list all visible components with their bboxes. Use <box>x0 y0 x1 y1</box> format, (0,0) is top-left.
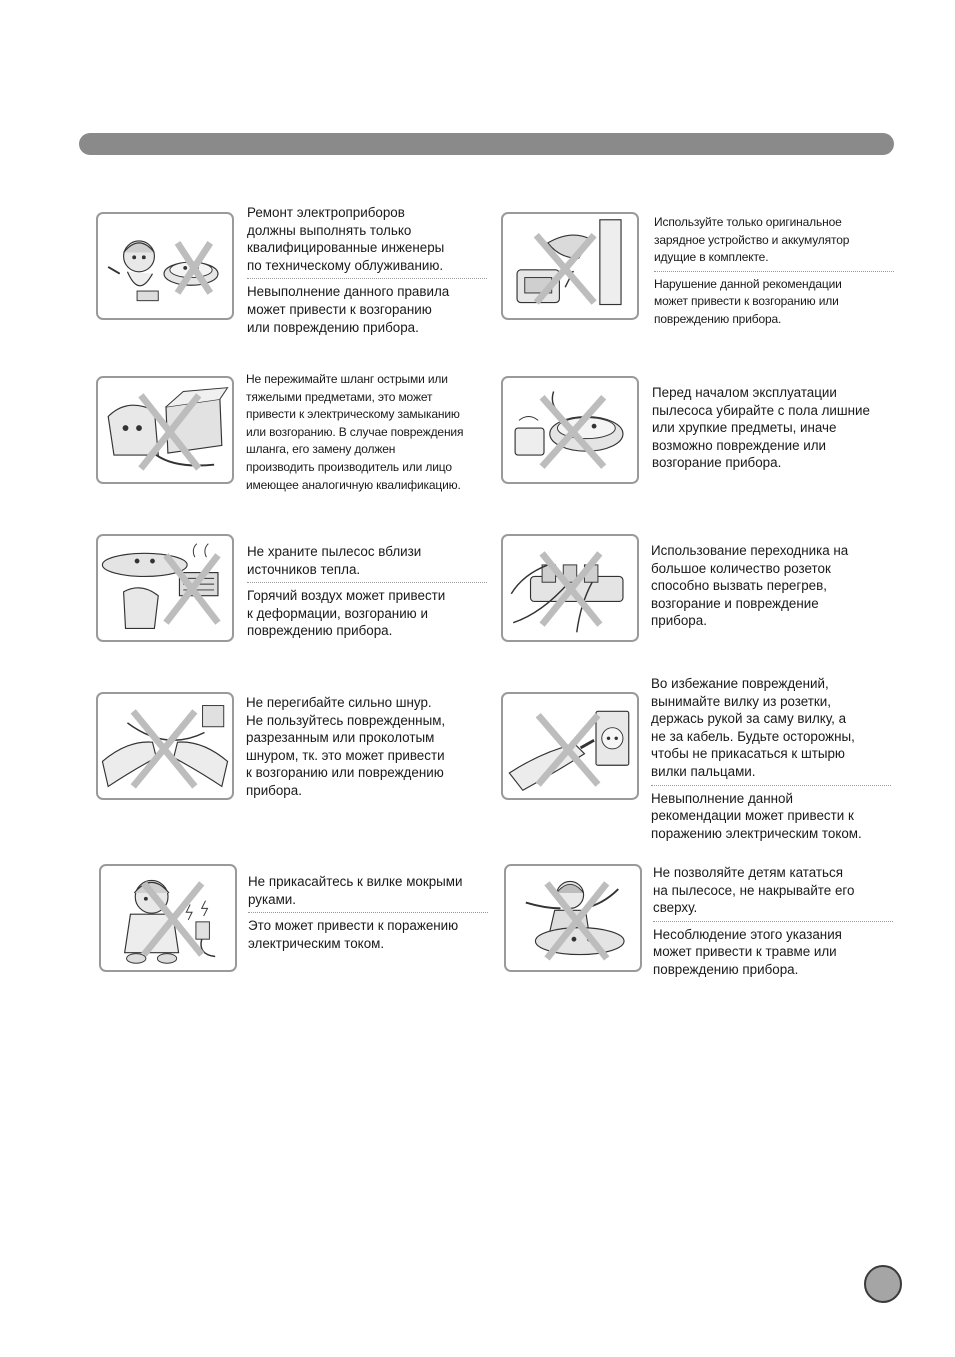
bent-cord-icon <box>98 694 232 798</box>
charger-note: Нарушение данной рекомендации может привести к возгоранию или повреждению прибора. <box>654 276 842 326</box>
children-note: Несоблюдение этого указания может привести к травме или повреждению прибора. <box>653 926 842 977</box>
charger-battery-icon <box>503 214 637 318</box>
wet-hands-separator <box>248 912 488 913</box>
children-text <box>653 864 893 979</box>
cord-main: Не перегибайте сильно шнур. Не пользуйтесь поврежденным, разрезанным или проколотым шнуром, тк. это может привести к возгоранию или повреждению прибора. <box>246 695 446 798</box>
floor-main: Перед началом эксплуатации пылесоса убирайте с пола лишние или хрупкие предметы, иначе возможно повреждение или возгорание прибора. <box>652 385 870 471</box>
heat-separator <box>247 582 487 583</box>
heat-illustration <box>96 534 234 642</box>
unplug-main: Во избежание повреждений, вынимайте вилку из розетки, держась рукой за саму вилку, а не за кабель. Будьте осторожны, чтобы не прикасаться к штырю вилки пальцами. <box>651 676 855 779</box>
heater-robot-icon <box>98 536 232 640</box>
unplug-note: Невыполнение данной рекомендации может привести к поражению электрическим током. <box>651 790 862 841</box>
repair-text <box>247 204 487 336</box>
unplug-separator <box>651 785 891 786</box>
floor-illustration <box>501 376 639 484</box>
hose-main: Не пережимайте шланг острыми или тяжелыми предметами, это может привести к электрическому замыканию или возгоранию. В случае повреждения шланга, его замену должен производить производитель или лицо имеющее аналогичную квалификацию. <box>246 372 464 492</box>
page-number-badge <box>864 1265 902 1303</box>
unplug-text <box>651 675 891 842</box>
power-strip-icon <box>503 536 637 640</box>
hose-illustration <box>96 376 234 484</box>
cord-text <box>246 694 486 800</box>
robot-fragile-items-icon <box>503 378 637 482</box>
multiplug-text <box>651 542 891 630</box>
heat-text <box>247 543 487 640</box>
cord-illustration <box>96 692 234 800</box>
charger-text <box>654 214 894 329</box>
floor-text <box>652 384 892 472</box>
wet-hands-main: Не прикасайтесь к вилке мокрыми руками. <box>248 874 463 907</box>
repair-illustration <box>96 212 234 320</box>
children-separator <box>653 921 893 922</box>
heat-note: Горячий воздух может привести к деформации, возгоранию и повреждению прибора. <box>247 588 446 639</box>
children-illustration <box>504 864 642 972</box>
charger-illustration <box>501 212 639 320</box>
children-main: Не позволяйте детям кататься на пылесосе, не накрывайте его сверху. <box>653 865 855 916</box>
pressed-hose-icon <box>98 378 232 482</box>
heat-main: Не храните пылесос вблизи источников тепла. <box>247 544 422 577</box>
unplug-illustration <box>501 692 639 800</box>
section-header-bar <box>79 133 894 155</box>
multiplug-main: Использование переходника на большое количество розеток способно вызвать перегрев, возгорание и повреждение прибора. <box>651 543 849 629</box>
hose-text <box>246 371 486 494</box>
girl-repair-robot-icon <box>98 214 232 318</box>
repair-note: Невыполнение данного правила может привести к возгоранию или повреждению прибора. <box>247 284 450 335</box>
repair-separator <box>247 278 487 279</box>
charger-main: Используйте только оригинальное зарядное устройство и аккумулятор идущие в комплекте. <box>654 215 850 265</box>
unplug-hand-icon <box>503 694 637 798</box>
wet-hands-illustration <box>99 864 237 972</box>
child-riding-robot-icon <box>506 866 640 970</box>
wet-hands-text <box>248 873 488 952</box>
multiplug-illustration <box>501 534 639 642</box>
charger-separator <box>654 271 894 272</box>
repair-main: Ремонт электроприборов должны выполнять только квалифицированные инженеры по техническому облуживанию. <box>247 205 445 273</box>
wet-hands-note: Это может привести к поражению электрическим током. <box>248 918 459 951</box>
wet-hands-plug-icon <box>101 866 235 970</box>
